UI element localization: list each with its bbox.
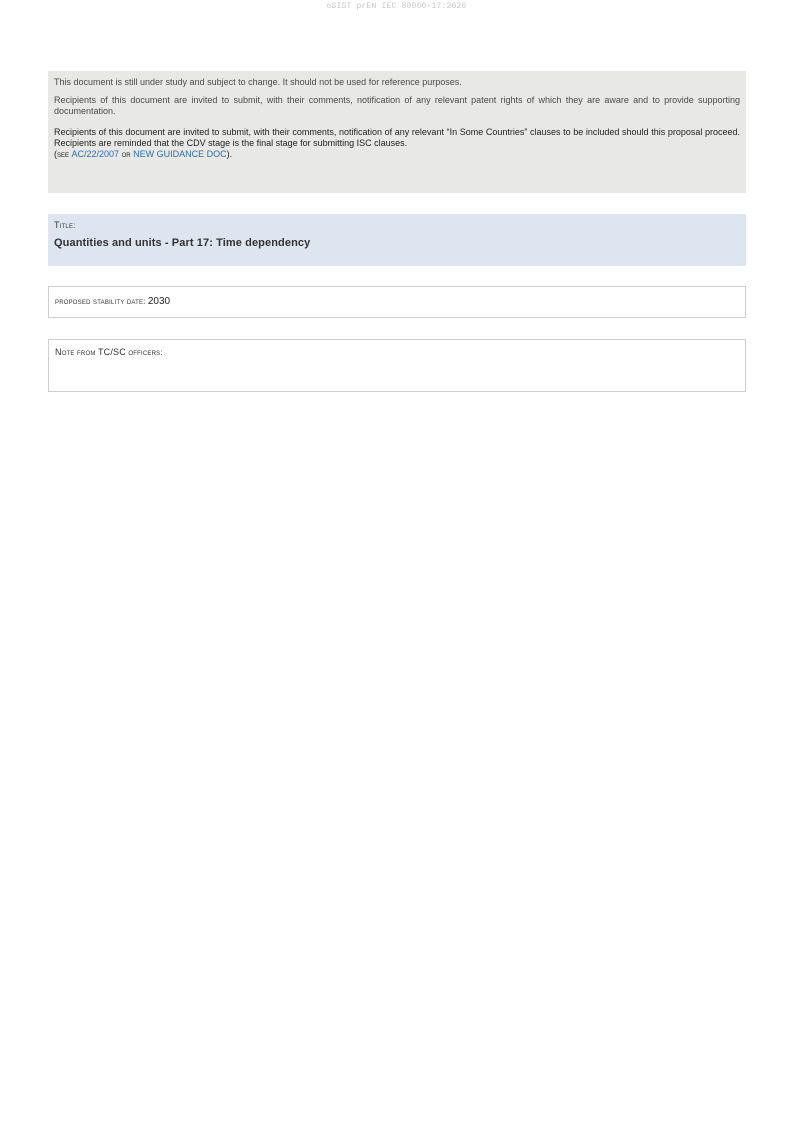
note-label-officers: officers: xyxy=(125,348,163,357)
see-close-paren: ). xyxy=(226,149,233,159)
note-label-tcsc: TC/SC xyxy=(97,347,126,357)
stability-date-value: 2030 xyxy=(147,296,171,307)
note-label-initial: N xyxy=(55,347,62,357)
new-guidance-doc-link[interactable]: NEW GUIDANCE DOC xyxy=(133,149,227,159)
notice-patent-paragraph: Recipients of this document are invited to submit, with their comments, notification of any relevant patent rights of which they are aware and to provide supporting documentation. xyxy=(54,95,740,116)
title-label-initial: T xyxy=(54,220,60,230)
title-label-rest: itle: xyxy=(59,221,76,230)
ac-22-2007-link[interactable]: AC/22/2007 xyxy=(71,149,120,159)
stability-date-label: proposed stability date: xyxy=(55,297,146,306)
document-title: Quantities and units - Part 17: Time dependency xyxy=(54,237,311,249)
or-word: or xyxy=(121,149,131,159)
see-open-paren: ( xyxy=(54,149,57,159)
notice-isc-text: Recipients of this document are invited to submit, with their comments, notification of any relevant “In Some Countries” clauses to be included should this proposal proceed. Recipients are reminded that the CDV stage is the final stage for submitting ISC clauses. xyxy=(54,127,740,148)
notice-isc-paragraph xyxy=(54,127,740,160)
see-word: see xyxy=(57,149,70,159)
document-watermark: oSIST prEN IEC 80000-17:2026 xyxy=(326,2,467,11)
note-label-rest: ote from xyxy=(61,348,98,357)
notice-study-paragraph: This document is still under study and subject to change. It should not be used for reference purposes. xyxy=(54,77,462,87)
title-section xyxy=(48,214,746,266)
title-label xyxy=(54,220,740,230)
stability-date-box xyxy=(48,286,746,318)
draft-notice-box xyxy=(48,71,746,193)
officers-note-box xyxy=(48,339,746,392)
